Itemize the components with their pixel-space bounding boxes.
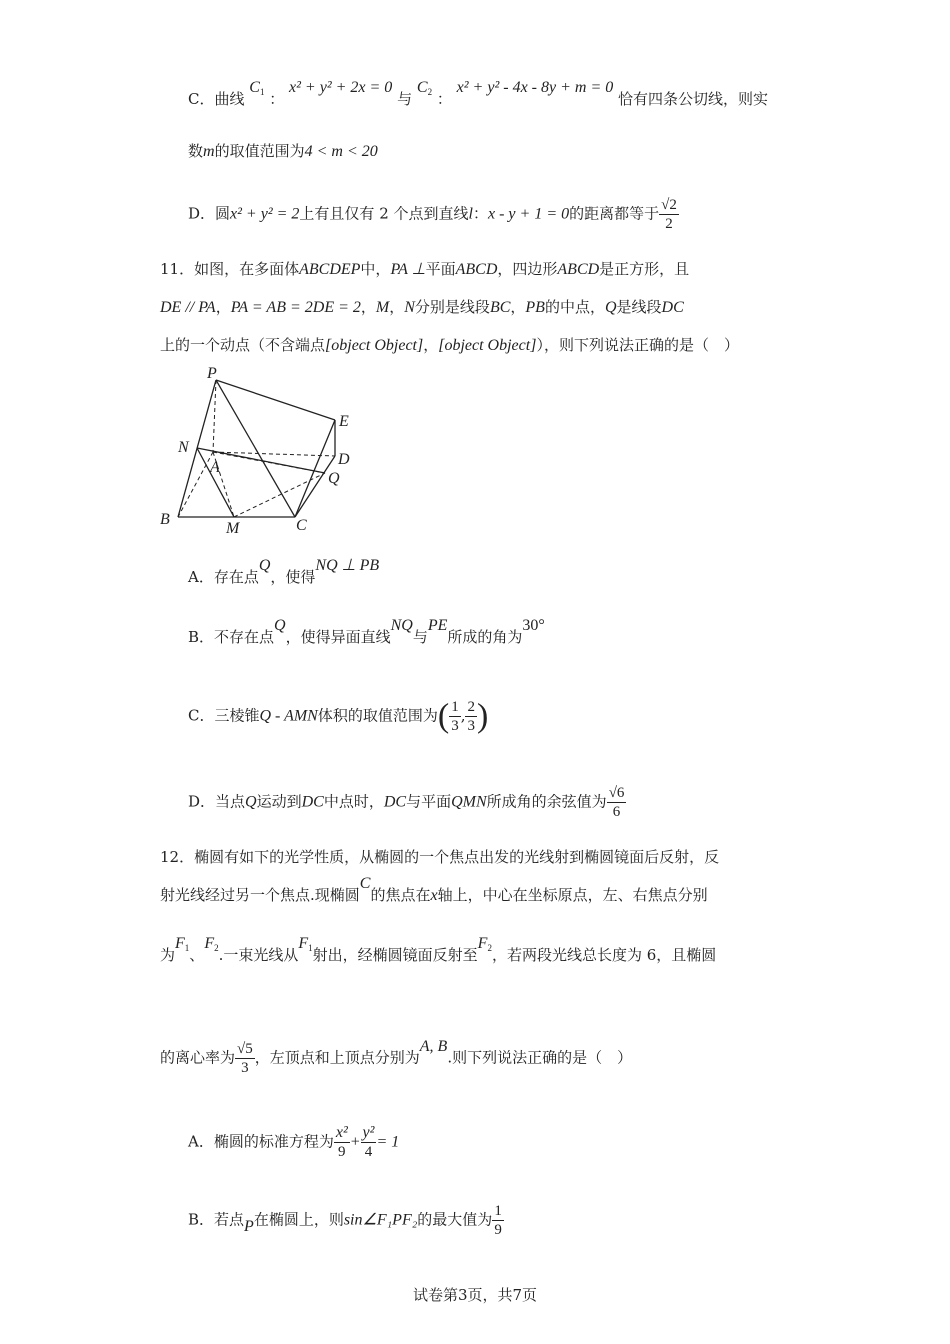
q11-line3: 上的一个动点（不含端点[object Object]，[object Object]），则下列说法正确的是（ ） — [160, 336, 739, 354]
c2-equation: x² + y² - 4x - 8y + m = 0 — [456, 79, 614, 96]
fraction-sqrt5-over-3: $\frac{√5}{3}$ — [237, 1041, 253, 1076]
m-range: 4 < m < 20 — [304, 143, 378, 160]
fraction-x2-over-9: $\frac{\text{x²}}{9}$ — [335, 1124, 348, 1160]
label-p: P — [207, 365, 217, 382]
edge-ad-hidden — [213, 452, 335, 456]
edge-pc — [216, 380, 295, 517]
label-e: E — [339, 413, 349, 430]
option-c-line1: C．曲线 $C_1$ ： x² + y² + 2x = 0 与 $C_2$ ： x² + y² - 4x - 8y + m = 0 恰有四条公切线，则实 — [188, 79, 769, 108]
edge-pe — [216, 380, 335, 420]
q12-line4: 的离心率为 $\frac{√5}{3}$ ，左顶点和上顶点分别为A, B.则下列说法正确的是（ ） — [160, 1037, 633, 1076]
label-c: C — [296, 517, 307, 534]
option-c-line2: 数m的取值范围为4 < m < 20 — [188, 142, 378, 160]
fraction-sqrt6-over-6: $\frac{√6}{6}$ — [608, 785, 625, 820]
q11-option-c: C．三棱锥Q - AMN体积的取值范围为( $\frac{1}{3}$ , $\frac{2}{3}$ ) — [188, 697, 489, 735]
label-n: N — [178, 439, 189, 456]
q11-option-d: D．当点Q运动到DC中点时，DC与平面QMN所成角的余弦值为 $\frac{√6}{6}$ — [188, 785, 625, 820]
label-q: Q — [328, 470, 340, 487]
label-m: M — [226, 520, 240, 537]
label-d: D — [338, 451, 350, 468]
fraction-one-third: $\frac{1}{3}$ — [451, 699, 459, 734]
polyhedron-figure — [150, 360, 370, 540]
q11-option-a: A．存在点Q，使得NQ ⊥ PB — [188, 557, 380, 586]
q12-option-b: B．若点P在椭圆上，则sin∠F₁PF₂的最大值为 $\frac{1}{9}$ — [188, 1203, 502, 1238]
q12-line2: 射光线经过另一个焦点.现椭圆C的焦点在x轴上，中心在坐标原点，左、右焦点分别 — [160, 875, 708, 904]
q11-line2: DE // PA，PA = AB = 2DE = 2，M，N分别是线段BC，PB的中点，Q是线段DC — [160, 298, 684, 316]
line-equation: x - y + 1 = 0 — [487, 205, 570, 223]
segment-mq-hidden — [234, 473, 325, 517]
q11-line1: 11．如图，在多面体ABCDEP中，PA ⊥平面ABCD，四边形ABCD是正方形，且 — [160, 260, 690, 278]
fraction-two-thirds: $\frac{2}{3}$ — [467, 699, 475, 734]
q12-option-a: A．椭圆的标准方程为 $\frac{\text{x²}}{9}$ + $\frac{\text{y²}}{4}$ = 1 — [188, 1124, 400, 1160]
q12-line1: 12．椭圆有如下的光学性质，从椭圆的一个焦点出发的光线射到椭圆镜面后反射，反 — [160, 848, 720, 866]
fraction-sqrt2-over-2: $\frac{√2}{2}$ — [661, 197, 677, 232]
c2-symbol: $C_2$ — [416, 79, 433, 97]
fraction-one-ninth: $\frac{1}{9}$ — [494, 1203, 502, 1238]
c1-equation: x² + y² + 2x = 0 — [289, 79, 393, 96]
edge-ab-hidden — [178, 452, 213, 517]
c1-symbol: $C_1$ — [249, 79, 265, 97]
label-a: A — [210, 459, 220, 476]
option-d: D．圆x² + y² = 2上有且仅有 2 个点到直线l：x - y + 1 = 0的距离都等于 $\frac{√2}{2}$ — [188, 197, 677, 232]
q11-option-b: B．不存在点Q，使得异面直线NQ与PE所成的角为30° — [188, 617, 545, 646]
fraction-y2-over-4: $\frac{\text{y²}}{4}$ — [362, 1124, 375, 1160]
label-b: B — [160, 511, 170, 528]
circle-equation: x² + y² = 2 — [230, 205, 300, 223]
q12-line3: 为$F_1$、$F_2$.一束光线从$F_1$射出，经椭圆镜面反射至$F_2$，若两段光线总长度为 6，且椭圆 — [160, 935, 717, 964]
page-footer: 试卷第3页，共7页 — [412, 1286, 538, 1304]
